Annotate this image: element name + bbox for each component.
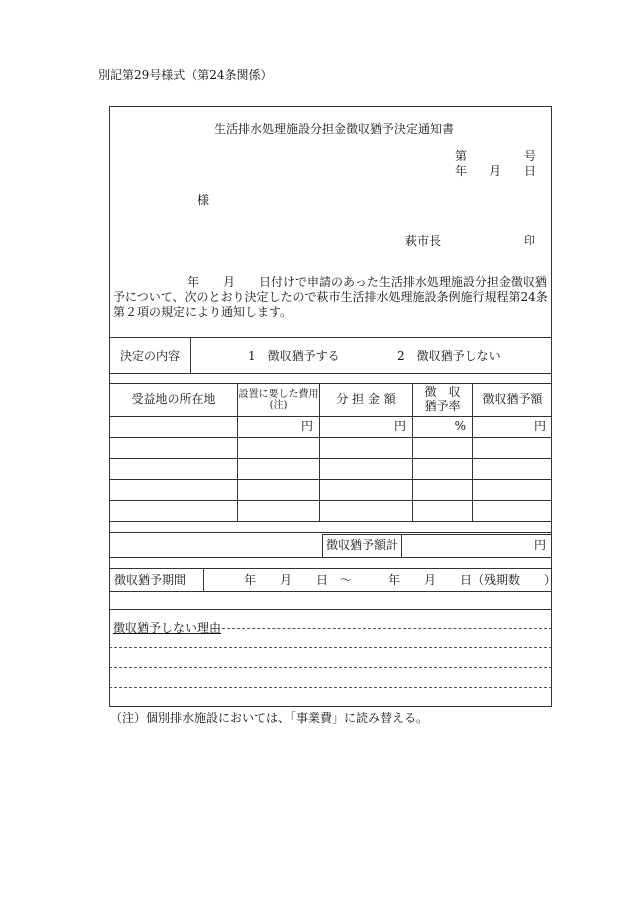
header-rate-line1: 徴 収 (424, 385, 461, 400)
header-cost (238, 384, 319, 416)
decision-label: 決定の内容 (120, 349, 181, 363)
period-range: 年 月 日 ～ 年 月 日（残期数 ） (244, 573, 557, 587)
document-title: 生活排水処理施設分担金徴収猶予決定通知書 (214, 122, 455, 136)
header-amount: 分 担 金 額 (336, 392, 396, 407)
period-label: 徴収猶予期間 (114, 573, 187, 587)
header-cost-note: (注) (269, 400, 288, 411)
date-year: 年 (455, 164, 468, 178)
issuer-name: 萩市長 (405, 234, 442, 248)
decision-option-defer: 1 徴収猶予する (248, 349, 340, 363)
reason-line-4 (109, 687, 552, 688)
footnote: （注）個別排水施設においては、「事業費」に読み替える。 (110, 711, 429, 725)
header-deferral: 徴収猶予額 (482, 392, 543, 407)
number-label: 第 (455, 149, 468, 163)
date-day: 日 (524, 164, 537, 178)
date-month: 月 (489, 164, 502, 178)
unit-amount: 円 (393, 419, 406, 434)
unit-cost: 円 (300, 419, 313, 434)
total-label: 徴収猶予額計 (325, 538, 398, 553)
body-line-1: 年 月 日付けで申請のあった生活排水処理施設分担金徴収猶 (187, 275, 547, 289)
reason-line-2 (109, 647, 552, 648)
unit-rate: % (454, 419, 466, 434)
number-suffix: 号 (524, 149, 537, 163)
header-rate-line2: 猶予率 (424, 399, 461, 413)
reason-line-3 (109, 667, 552, 668)
reason-line-1 (212, 628, 552, 629)
body-line-2: 予について、次のとおり決定したので萩市生活排水処理施設条例施行規程第24条 (113, 290, 548, 304)
header-cost-line1: 設置に要した費用 (238, 388, 319, 400)
form-number-note: 別記第29号様式（第24条関係） (98, 68, 273, 82)
header-location: 受益地の所在地 (131, 392, 216, 407)
unit-deferral: 円 (533, 419, 546, 434)
body-line-3: 第２項の規定により通知します。 (113, 305, 293, 319)
total-unit: 円 (533, 538, 546, 553)
reason-label: 徴収猶予しない理由 (113, 621, 222, 635)
seal-mark: 印 (524, 234, 535, 247)
addressee-suffix: 様 (197, 193, 210, 207)
decision-option-no-defer: 2 徴収猶予しない (397, 349, 501, 363)
header-rate (413, 384, 472, 416)
